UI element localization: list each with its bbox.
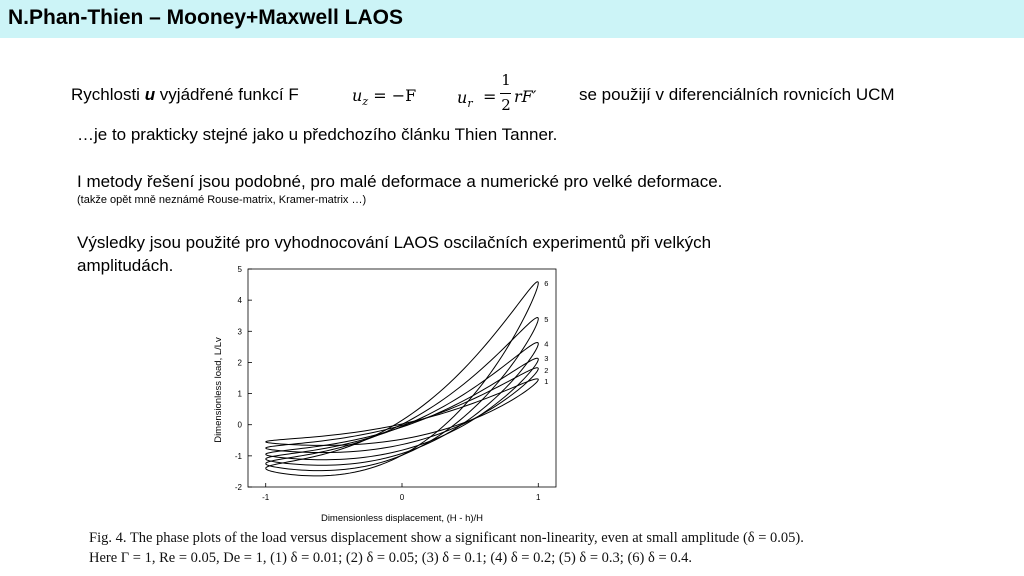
y-tick-label: -1 [234, 451, 242, 461]
line1 [71, 85, 299, 105]
line1-bold-u: u [144, 85, 156, 104]
eq2-rhs: rF′ [514, 87, 537, 106]
series-label-4: 4 [544, 339, 549, 349]
y-tick-label: 5 [237, 265, 242, 274]
line1-suffix: se použijí v diferenciálních rovnicích UCM [579, 85, 895, 104]
plot-frame [248, 269, 556, 487]
series-loop-4 [266, 343, 539, 466]
eq2-lhs: u [457, 88, 468, 107]
x-tick-label: 1 [536, 493, 541, 502]
y-tick-label: 0 [237, 420, 242, 430]
x-tick-label: -1 [262, 493, 270, 502]
equation-uz [352, 86, 416, 108]
figure-caption-line1: Fig. 4. The phase plots of the load versus displacement show a significant non-linearity, even at small amplitude (δ = 0.05). [89, 530, 804, 546]
line1-prefix: Rychlosti [71, 85, 145, 104]
y-tick-label: 1 [237, 389, 242, 399]
series-label-1: 1 [544, 377, 549, 387]
x-axis-label: Dimensionless displacement, (H - h)/H [320, 513, 484, 524]
line2: …je to prakticky stejné jako u předchozího článku Thien Tanner. [77, 125, 558, 144]
series-label-6: 6 [544, 279, 549, 289]
line4a: Výsledky jsou použité pro vyhodnocování LAOS oscilačních experimentů při velkých [77, 233, 712, 252]
y-tick-label: 4 [237, 296, 242, 306]
y-tick-label: -2 [234, 483, 242, 492]
eq1-sub: z [362, 95, 369, 109]
series-label-2: 2 [544, 366, 549, 376]
series-loop-6 [266, 282, 539, 476]
eq2-numerator: 1 [501, 71, 511, 89]
x-tick-label: 0 [399, 493, 405, 502]
eq2-equals: = [483, 87, 497, 106]
line4b: amplitudách. [77, 256, 174, 275]
title-bar [0, 0, 1024, 38]
y-tick-label: 3 [237, 327, 242, 337]
eq2-sub: r [467, 97, 473, 111]
series-loop-2 [266, 368, 539, 453]
eq1-lhs: u [352, 86, 363, 105]
equation-ur-lhs [457, 88, 473, 110]
slide-title: N.Phan-Thien – Mooney+Maxwell LAOS [8, 6, 403, 29]
line3-note: (takže opět mně neznámé Rouse-matrix, Kramer-matrix …) [77, 194, 367, 206]
series-label-5: 5 [544, 314, 549, 324]
y-axis-label: Dimensionless load, L/Lv [213, 337, 224, 443]
line1-mid: vyjádřené funkcí F [155, 85, 299, 104]
phase-plot-chart [200, 262, 580, 527]
series-loop-1 [266, 379, 539, 446]
figure-caption-line2: Here Γ = 1, Re = 0.05, De = 1, (1) δ = 0.01; (2) δ = 0.05; (3) δ = 0.1; (4) δ = 0.2; (5) δ = 0.3; (6) δ = 0.4. [89, 550, 692, 566]
eq2-fraction-bar [500, 93, 511, 94]
eq1-rhs: = −F [373, 86, 417, 105]
eq2-denominator: 2 [501, 96, 511, 114]
y-tick-label: 2 [237, 358, 242, 368]
line3: I metody řešení jsou podobné, pro malé deformace a numerické pro velké deformace. [77, 172, 723, 191]
series-label-3: 3 [544, 353, 549, 363]
